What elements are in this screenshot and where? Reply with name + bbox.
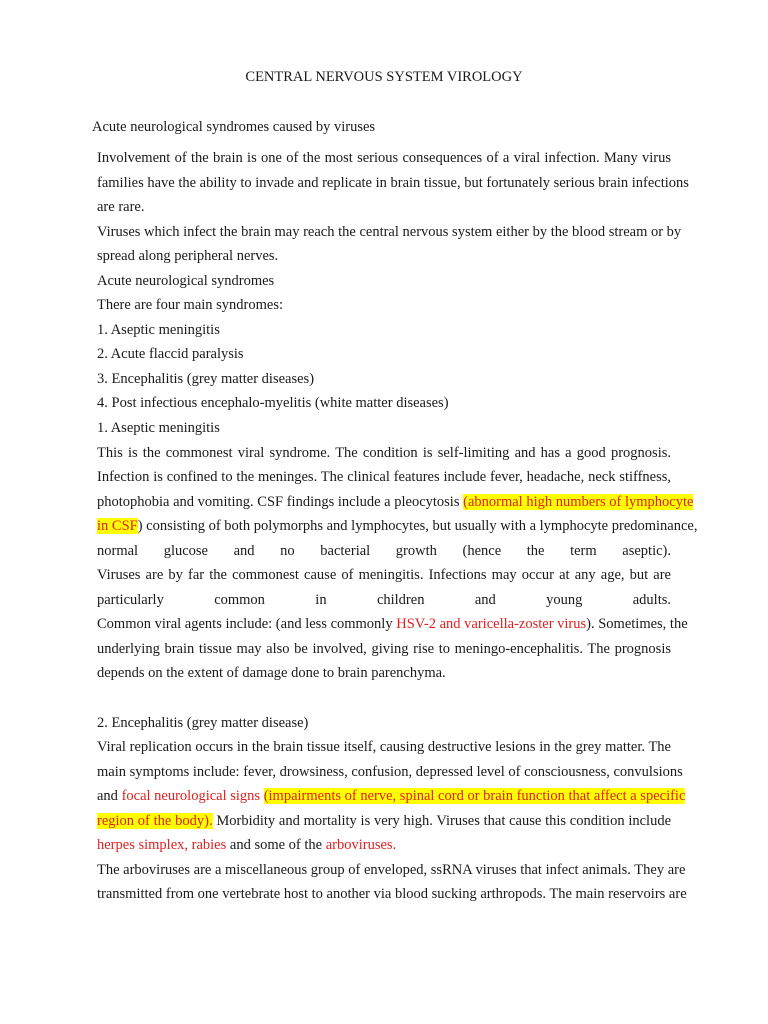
list-intro: There are four main syndromes: — [97, 297, 284, 314]
paragraph-line — [97, 833, 671, 858]
list-item: 4. Post infectious encephalo-myelitis (white matter diseases) — [97, 395, 449, 412]
paragraph-line: Viruses are by far the commonest cause of meningitis. Infections may occur at any age, but are — [97, 567, 671, 584]
paragraph-line: main symptoms include: fever, drowsiness, confusion, depressed level of consciousness, convulsions — [97, 763, 683, 780]
paragraph-line — [97, 490, 694, 515]
paragraph-line — [97, 514, 698, 539]
red-text: herpes simplex, rabies — [97, 837, 227, 854]
text-run: and — [97, 788, 122, 805]
text-run: and some of the — [226, 837, 326, 854]
highlighted-text: region of the body). — [97, 812, 213, 829]
section-heading: Acute neurological syndromes — [97, 272, 275, 289]
paragraph-line: underlying brain tissue may also be involved, giving rise to meningo-encephalitis. The prognosis — [97, 640, 671, 657]
blank-line — [97, 686, 671, 711]
text-run: ) consisting of both polymorphs and lymphocytes, but usually with a lymphocyte predominance, — [137, 518, 698, 535]
paragraph-line: Involvement of the brain is one of the most serious consequences of a viral infection. Many virus — [97, 150, 671, 166]
section-heading: 2. Encephalitis (grey matter disease) — [97, 714, 309, 731]
highlighted-text: in CSF — [97, 518, 138, 535]
paragraph-line: spread along peripheral nerves. — [97, 248, 279, 265]
paragraph-line: are rare. — [97, 199, 145, 216]
red-text: focal neurological signs — [121, 788, 261, 805]
text-run: ). Sometimes, the — [586, 616, 688, 633]
text-run: Morbidity and mortality is very high. Viruses that cause this condition include — [212, 812, 672, 829]
highlighted-text: (abnormal high numbers of lymphocyte — [463, 493, 694, 510]
paragraph-line: normal glucose and no bacterial growth (hence the term aseptic). — [97, 542, 671, 559]
text-run: Common viral agents include: (and less commonly — [97, 616, 397, 633]
paragraph-line — [97, 612, 688, 637]
list-item: 3. Encephalitis (grey matter diseases) — [97, 370, 315, 387]
paragraph-line: transmitted from one vertebrate host to another via blood sucking arthropods. The main reservoirs are — [97, 886, 687, 903]
page-title: CENTRAL NERVOUS SYSTEM VIROLOGY — [245, 69, 523, 85]
red-text: HSV-2 and varicella-zoster virus — [396, 616, 587, 633]
paragraph-line: particularly common in children and young adults. — [97, 591, 671, 608]
list-item: 1. Aseptic meningitis — [97, 321, 220, 338]
paragraph-line: Viral replication occurs in the brain tissue itself, causing destructive lesions in the grey matter. The — [97, 739, 671, 756]
list-item: 2. Acute flaccid paralysis — [97, 346, 244, 363]
text-run: photophobia and vomiting. CSF findings include a pleocytosis — [97, 493, 464, 510]
paragraph-line: Infection is confined to the meninges. The clinical features include fever, headache, neck stiffness, — [97, 469, 671, 486]
subheading: Acute neurological syndromes caused by viruses — [92, 119, 376, 135]
document-body — [97, 146, 698, 907]
paragraph-line: This is the commonest viral syndrome. The condition is self-limiting and has a good prognosis. — [97, 444, 671, 461]
paragraph-line: Viruses which infect the brain may reach the central nervous system either by the blood stream or by — [97, 223, 682, 240]
paragraph-line: families have the ability to invade and replicate in brain tissue, but fortunately serious brain infections — [97, 174, 689, 191]
paragraph-line — [97, 809, 671, 834]
red-text: arboviruses. — [325, 837, 397, 854]
highlighted-text: (impairments of nerve, spinal cord or brain function that affect a specific — [263, 788, 686, 805]
paragraph-line — [97, 784, 686, 809]
section-heading: 1. Aseptic meningitis — [97, 420, 220, 437]
paragraph-line: The arboviruses are a miscellaneous group of enveloped, ssRNA viruses that infect animals. They are — [97, 861, 686, 878]
paragraph-line: depends on the extent of damage done to brain parenchyma. — [97, 665, 446, 682]
